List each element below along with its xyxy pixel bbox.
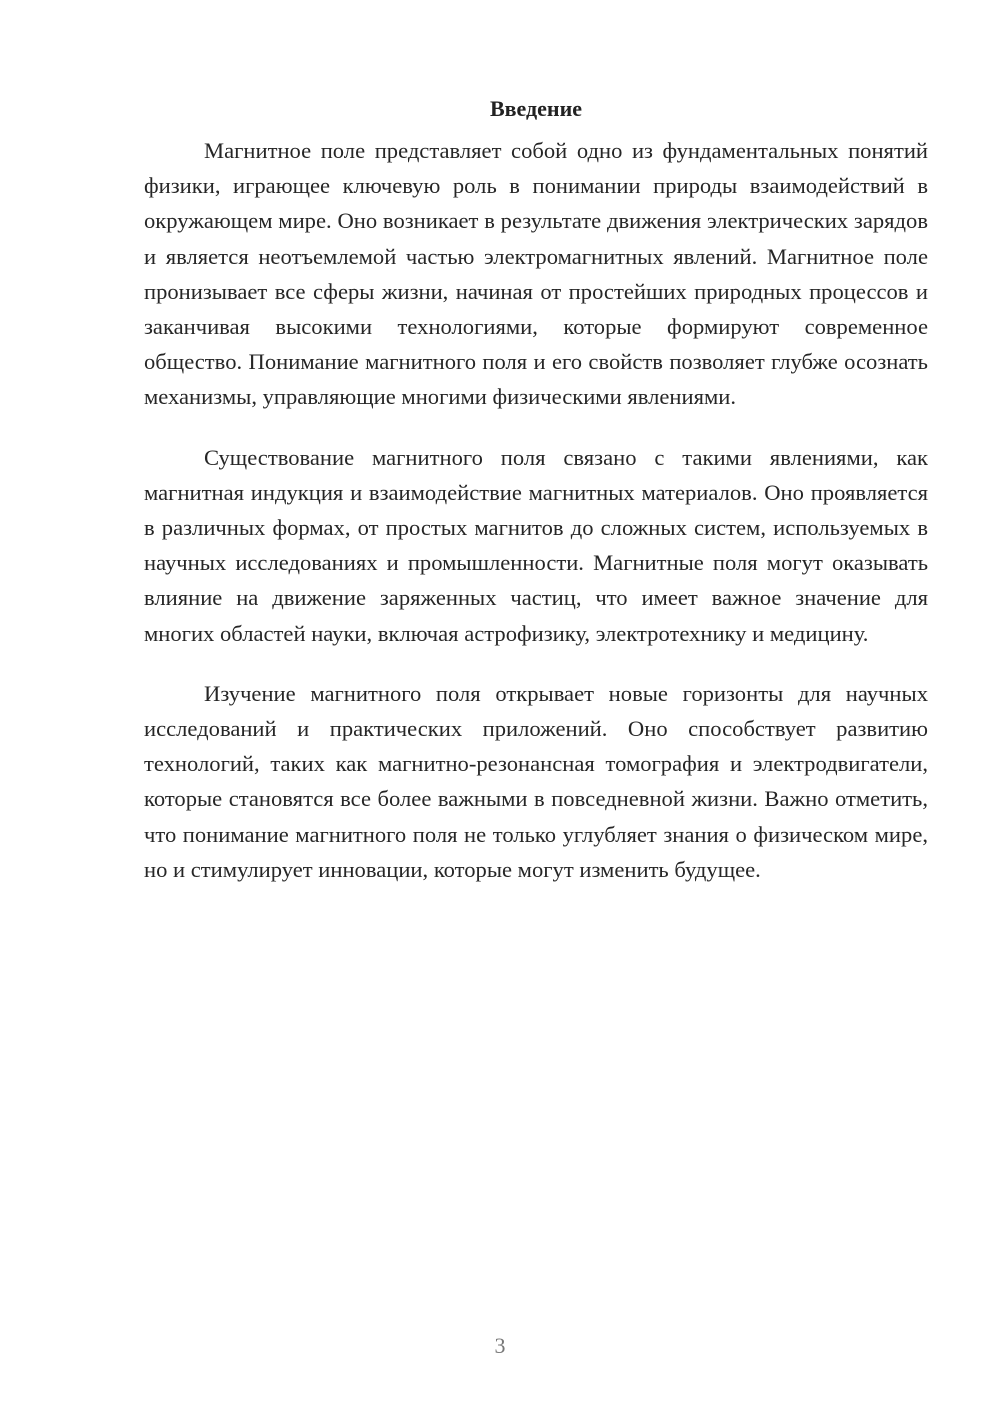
paragraph-3: Изучение магнитного поля открывает новые горизонты для научных исследований и практических приложений. Оно способствует развитию технологий, таких как магнитно-резонансная томография и электродвигатели, которые становятся все более важными в повседневной жизни. Важно отметить, что понимание магнитного поля не только углубляет знания о физическом мире, но и стимулирует инновации, которые могут изменить будущее.	[144, 680, 928, 882]
section-title: Введение	[489, 96, 583, 121]
page-content	[144, 92, 928, 912]
paragraph-2: Существование магнитного поля связано с такими явлениями, как магнитная индукция и взаимодействие магнитных материалов. Оно проявляется в различных формах, от простых магнитов до сложных систем, используемых в научных исследованиях и промышленности. Магнитные поля могут оказывать влияние на движение заряженных частиц, что имеет важное значение для многих областей науки, включая астрофизику, электротехнику и медицину.	[144, 444, 928, 646]
paragraph-1: Магнитное поле представляет собой одно из фундаментальных понятий физики, играющее ключевую роль в понимании природы взаимодействий в окружающем мире. Оно возникает в результате движения электрических зарядов и является неотъемлемой частью электромагнитных явлений. Магнитное поле пронизывает все сферы жизни, начиная от простейших природных процессов и заканчивая высокими технологиями, которые формируют современное общество. Понимание магнитного поля и его свойств позволяет глубже осознать механизмы, управляющие многими физическими явлениями.	[144, 138, 928, 410]
page-number: 3	[494, 1333, 506, 1358]
